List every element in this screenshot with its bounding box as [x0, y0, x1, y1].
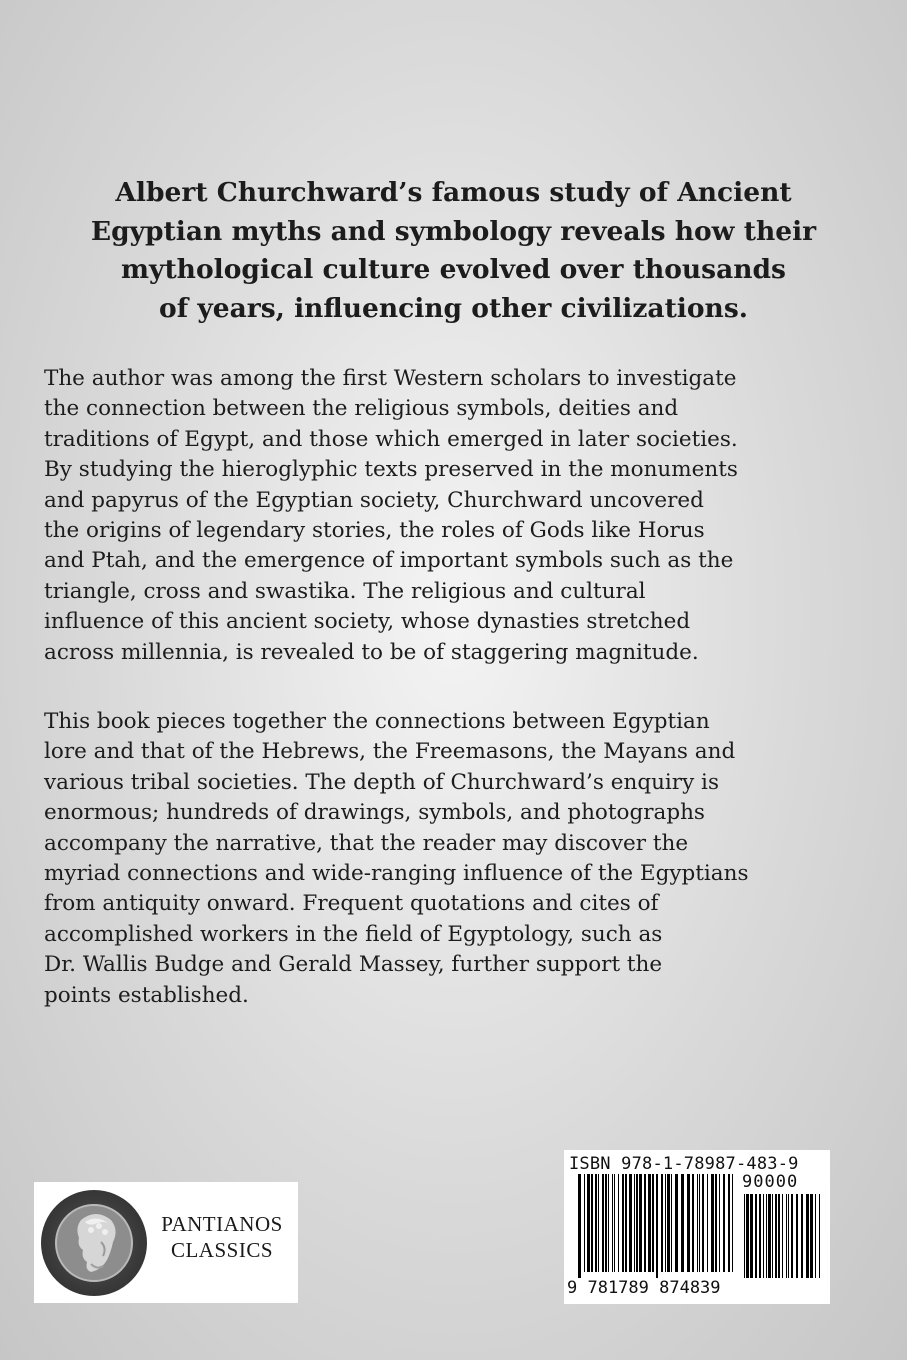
- barcode-bar: [595, 1174, 597, 1272]
- text-line: Dr. Wallis Budge and Gerald Massey, further support the: [44, 952, 663, 978]
- barcode-bar: [715, 1174, 717, 1272]
- barcode-bar: [652, 1174, 654, 1272]
- text-line: points established.: [44, 982, 249, 1008]
- barcode-bar: [578, 1174, 581, 1278]
- text-line: This book pieces together the connections between Egyptian: [44, 709, 710, 734]
- text-line: accomplished workers in the field of Egyptology, such as: [44, 921, 663, 947]
- ean-digits: 9 781789 874839: [567, 1278, 721, 1298]
- barcode-bar: [612, 1174, 613, 1272]
- barcode-bar: [796, 1194, 798, 1278]
- price-code: 90000: [742, 1172, 799, 1192]
- barcode-bar: [648, 1174, 651, 1272]
- text-line: triangle, cross and swastika. The religious and cultural: [44, 578, 646, 604]
- barcode-bar: [723, 1174, 725, 1272]
- text-line: lore and that of the Hebrews, the Freemasons, the Mayans and: [44, 739, 736, 765]
- tagline-line: Albert Churchward’s famous study of Ancient: [115, 177, 792, 208]
- barcode-bar: [656, 1174, 658, 1278]
- barcode-bar: [618, 1174, 619, 1272]
- barcode-bar: [667, 1174, 670, 1272]
- barcode-bar: [587, 1174, 590, 1272]
- tagline-line: of years, influencing other civilizations.: [159, 292, 748, 324]
- barcode-bar: [801, 1194, 803, 1278]
- barcode-bar: [661, 1174, 663, 1272]
- text-line: myriad connections and wide-ranging influence of the Egyptians: [44, 861, 749, 887]
- text-line: traditions of Egypt, and those which emerged in later societies.: [44, 426, 738, 452]
- barcode-bar: [744, 1194, 745, 1278]
- isbn-label: ISBN 978-1-78987-483-9: [569, 1154, 799, 1174]
- barcode-bar: [681, 1174, 684, 1272]
- description-paragraph-2: [44, 707, 874, 1011]
- barcode-bar: [675, 1174, 678, 1272]
- barcode-bar: [625, 1174, 627, 1272]
- barcode-bar: [608, 1174, 609, 1272]
- barcode-bar: [702, 1174, 704, 1272]
- tagline-line: mythological culture evolved over thousands: [121, 254, 786, 285]
- barcode-bar: [732, 1174, 733, 1272]
- barcode-bar: [687, 1174, 690, 1272]
- barcode-bar: [759, 1194, 761, 1278]
- barcode-bar: [786, 1194, 787, 1278]
- barcode-bar: [699, 1174, 700, 1272]
- barcode-bar: [605, 1174, 607, 1272]
- barcode-bar: [815, 1194, 816, 1278]
- barcode-bar: [598, 1174, 599, 1272]
- text-line: and Ptah, and the emergence of important symbols such as the: [44, 548, 734, 574]
- text-line: accompany the narrative, that the reader may discover the: [44, 830, 689, 856]
- barcode-bar: [665, 1174, 666, 1272]
- barcode-bar: [584, 1174, 585, 1272]
- barcode-bar: [728, 1174, 730, 1272]
- publisher-name-line2: CLASSICS: [170, 1238, 274, 1262]
- publisher-logo: [34, 1182, 298, 1303]
- barcode-bar: [614, 1174, 615, 1272]
- barcode-bar: [766, 1194, 767, 1278]
- barcode-bar: [636, 1174, 638, 1272]
- barcode-bar: [750, 1194, 753, 1278]
- barcode-bar: [810, 1194, 813, 1278]
- barcode-bar: [775, 1194, 777, 1278]
- publisher-name-line1: PANTIANOS: [161, 1212, 283, 1236]
- barcode-bar: [697, 1174, 698, 1272]
- barcode-bar: [692, 1174, 694, 1272]
- barcode-bar: [602, 1174, 604, 1272]
- barcode-bar: [763, 1194, 764, 1278]
- barcode-bar: [772, 1194, 773, 1278]
- tagline-line: Egyptian myths and symbology reveals how their: [90, 215, 817, 247]
- text-line: influence of this ancient society, whose dynasties stretched: [44, 609, 691, 635]
- text-line: By studying the hieroglyphic texts preserved in the monuments: [44, 457, 738, 483]
- text-line: from antiquity onward. Frequent quotations and cites of: [44, 891, 659, 917]
- barcode-bar: [806, 1194, 809, 1278]
- isbn-barcode: [564, 1150, 830, 1304]
- barcode-bar: [768, 1194, 771, 1278]
- barcode-bar: [778, 1194, 780, 1278]
- text-line: various tribal societies. The depth of Churchward’s enquiry is: [44, 769, 719, 795]
- text-line: and papyrus of the Egyptian society, Churchward uncovered: [44, 487, 704, 513]
- barcode-bar: [644, 1174, 646, 1272]
- text-line: across millennia, is revealed to be of staggering magnitude.: [44, 639, 699, 665]
- barcode-bar: [629, 1174, 632, 1272]
- barcode-bar: [634, 1174, 635, 1272]
- text-line: the origins of legendary stories, the roles of Gods like Horus: [44, 518, 705, 544]
- barcode-bar: [782, 1194, 783, 1278]
- text-line: the connection between the religious symbols, deities and: [44, 396, 679, 422]
- barcode-bar: [791, 1194, 793, 1278]
- text-line: The author was among the first Western scholars to investigate: [44, 366, 737, 391]
- barcode-bar: [591, 1174, 593, 1272]
- barcode-bar: [746, 1194, 749, 1278]
- description-paragraph-1: [44, 364, 874, 668]
- barcode-bar: [719, 1174, 720, 1272]
- barcode-bar: [819, 1194, 820, 1278]
- coin-portrait-icon: [41, 1190, 147, 1296]
- barcode-bar: [711, 1174, 714, 1272]
- barcode-bars: [578, 1174, 738, 1278]
- barcode-bar: [622, 1174, 624, 1272]
- barcode-bar: [671, 1174, 672, 1272]
- barcode-bar: [639, 1174, 642, 1272]
- barcode-bar: [755, 1194, 757, 1278]
- tagline: [40, 174, 867, 328]
- barcode-bar: [788, 1194, 789, 1278]
- barcode-bar: [707, 1174, 708, 1272]
- addon-barcode-bars: [744, 1194, 822, 1278]
- text-line: enormous; hundreds of drawings, symbols, and photographs: [44, 800, 705, 826]
